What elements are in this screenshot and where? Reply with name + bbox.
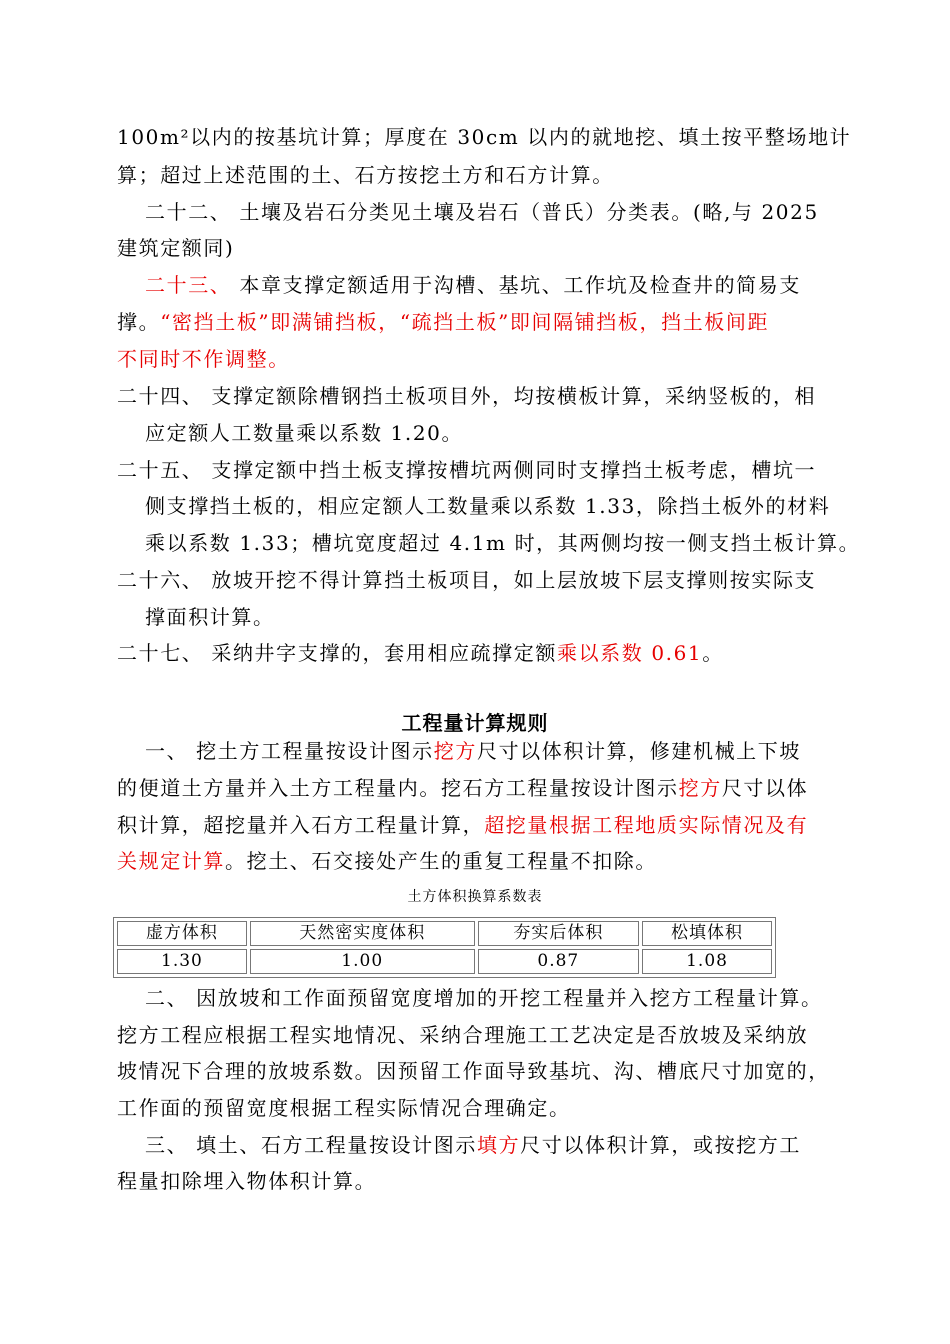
- text-span: 。: [702, 641, 724, 665]
- text-line: [145, 272, 801, 298]
- text-span: 尺寸以体: [721, 776, 809, 800]
- text-span: 。挖土、石交接处产生的重复工程量不扣除。: [225, 849, 657, 873]
- table-header-row: [117, 921, 772, 946]
- highlight-text: 乘以系数 0.61: [556, 641, 703, 665]
- text-line: [145, 738, 801, 764]
- table-header-cell: 天然密实度体积: [250, 921, 475, 946]
- conversion-table: [113, 917, 776, 978]
- highlight-text: “密挡土板”即满铺挡板，“疏挡土板”即间隔铺挡板，挡土板间距: [160, 310, 770, 334]
- text-line: 坡情况下合理的放坡系数。因预留工作面导致基坑、沟、槽底尺寸加宽的，: [117, 1059, 830, 1083]
- clause-number: 二十三、: [145, 273, 232, 297]
- text-line: [117, 640, 724, 666]
- text-line: [145, 1132, 801, 1158]
- text-span: 三、 填土、石方工程量按设计图示: [145, 1133, 477, 1157]
- text-span: 二十七、 采纳井字支撑的，套用相应疏撑定额: [117, 641, 557, 665]
- highlight-text: 填方: [476, 1133, 521, 1157]
- section-title: 工程量计算规则: [401, 711, 549, 735]
- text-line: 工作面的预留宽度根据工程实际情况合理确定。: [117, 1096, 571, 1120]
- text-line: 二、 因放坡和工作面预留宽度增加的开挖工程量并入挖方工程量计算。: [145, 986, 823, 1010]
- table-row: [117, 949, 772, 974]
- table-header-cell: 松填体积: [642, 921, 772, 946]
- table-header-cell: 虚方体积: [117, 921, 247, 946]
- highlight-text: 不同时不作调整。: [117, 347, 290, 371]
- table-cell: 1.30: [117, 949, 247, 974]
- table-cell: 0.87: [478, 949, 640, 974]
- text-line: 二十四、 支撑定额除槽钢挡土板项目外，均按横板计算，采纳竖板的，相: [117, 384, 817, 408]
- table-header-cell: 夯实后体积: [478, 921, 640, 946]
- text-line: 二十五、 支撑定额中挡土板支撑按槽坑两侧同时支撑挡土板考虑，槽坑一: [117, 458, 817, 482]
- text-line: 二十二、 土壤及岩石分类见土壤及岩石（普氏）分类表。(略,与 2025: [145, 200, 819, 224]
- text-line: 挖方工程应根据工程实地情况、采纳合理施工工艺决定是否放坡及采纳放: [117, 1023, 809, 1047]
- text-line: 程量扣除埋入物体积计算。: [117, 1169, 377, 1193]
- text-span: 一、 挖土方工程量按设计图示: [145, 739, 434, 763]
- text-span: 尺寸以体积计算，或按挖方工: [520, 1133, 801, 1157]
- highlight-text: 挖方: [433, 739, 477, 763]
- highlight-text: 挖方: [678, 776, 722, 800]
- text-line: 乘以系数 1.33；槽坑宽度超过 4.1m 时，其两侧均按一侧支挡土板计算。: [145, 531, 861, 555]
- text-span: 尺寸以体积计算，修建机械上下坡: [476, 739, 801, 763]
- text-span: 撑。: [117, 310, 161, 334]
- highlight-text: 关规定计算: [117, 849, 225, 873]
- text-line: 侧支撑挡土板的，相应定额人工数量乘以系数 1.33，除挡土板外的材料: [145, 494, 831, 518]
- highlight-text: 超挖量根据工程地质实际情况及有: [484, 813, 809, 837]
- text-line: 应定额人工数量乘以系数 1.20。: [145, 421, 464, 445]
- text-line: 建筑定额同): [117, 236, 235, 260]
- text-span: 积计算，超挖量并入石方工程量计算，: [117, 813, 485, 837]
- text-span: 的便道土方量并入土方工程量内。挖石方工程量按设计图示: [117, 776, 679, 800]
- text-line: [117, 309, 769, 335]
- text-line: [117, 812, 808, 838]
- table-cell: 1.08: [642, 949, 772, 974]
- text-line: 二十六、 放坡开挖不得计算挡土板项目，如上层放坡下层支撑则按实际支: [117, 568, 817, 592]
- text-line: 算；超过上述范围的土、石方按挖土方和石方计算。: [117, 163, 614, 187]
- text-line: 100m²以内的按基坑计算；厚度在 30cm 以内的就地挖、填土按平整场地计: [117, 125, 852, 149]
- text-line: [117, 775, 808, 801]
- table-caption: 土方体积换算系数表: [407, 889, 543, 905]
- text-span: 本章支撑定额适用于沟槽、基坑、工作坑及检查井的简易支: [231, 273, 801, 297]
- text-line: 撑面积计算。: [145, 605, 275, 629]
- table-cell: 1.00: [250, 949, 475, 974]
- text-line: [117, 848, 657, 874]
